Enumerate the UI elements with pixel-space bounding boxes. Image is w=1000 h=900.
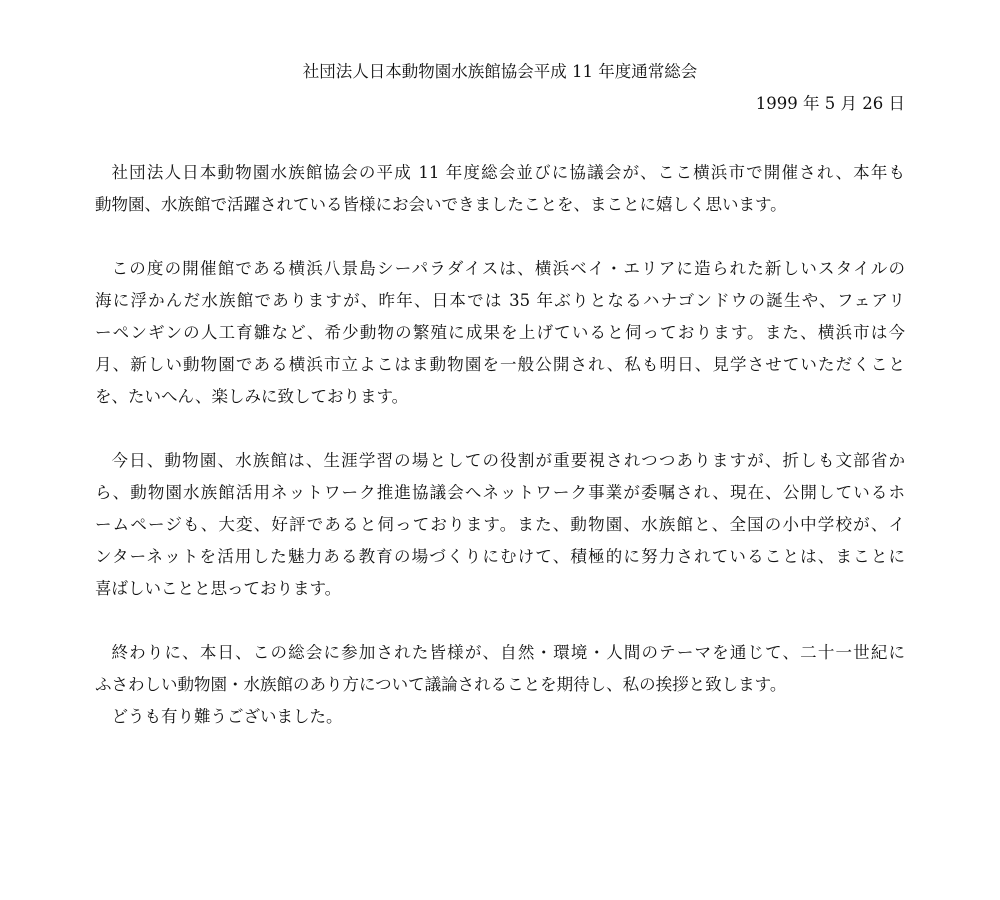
document-date: 1999 年 5 月 26 日 [755, 94, 905, 113]
paragraph-1 [95, 157, 905, 221]
paragraph-4 [95, 637, 905, 701]
paragraph-line: 社団法人日本動物園水族館協会の平成 11 年度総会並びに協議会が、ここ横浜市で開催され、本年も [111, 163, 905, 182]
paragraph-line: を、たいへん、楽しみに致しております。 [95, 387, 409, 406]
closing-remark: どうも有り難うございました。 [111, 707, 343, 726]
paragraph-line: ふさわしい動物園・水族館のあり方について議論されることを期待し、私の挨拶と致します。 [95, 675, 787, 694]
paragraph-line: ームページも、大変、好評であると伺っております。また、動物園、水族館と、全国の小中学校が、イ [95, 515, 905, 534]
paragraph-line: ーペンギンの人工育雛など、希少動物の繁殖に成果を上げていると伺っております。また、横浜市は今 [95, 323, 905, 342]
paragraph-line: ら、動物園水族館活用ネットワーク推進協議会へネットワーク事業が委嘱され、現在、公開しているホ [95, 483, 905, 502]
paragraph-line: この度の開催館である横浜八景島シーパラダイスは、横浜ベイ・エリアに造られた新しいスタイルの [111, 259, 905, 278]
paragraph-line: 海に浮かんだ水族館でありますが、昨年、日本では 35 年ぶりとなるハナゴンドウの誕生や、フェアリ [95, 291, 905, 310]
paragraph-line: 月、新しい動物園である横浜市立よこはま動物園を一般公開され、私も明日、見学させていただくこと [95, 355, 905, 374]
paragraph-line: 終わりに、本日、この総会に参加された皆様が、自然・環境・人間のテーマを通じて、二十一世紀に [111, 643, 905, 662]
paragraph-3 [95, 445, 905, 605]
paragraph-2 [95, 253, 905, 413]
paragraph-line: 喜ばしいことと思っております。 [95, 579, 342, 598]
paragraph-line: 今日、動物園、水族館は、生涯学習の場としての役割が重要視されつつありますが、折しも文部省か [111, 451, 905, 470]
document-body [95, 157, 905, 733]
document-title: 社団法人日本動物園水族館協会平成 11 年度通常総会 [302, 62, 698, 81]
document-page [95, 56, 905, 733]
paragraph-line: 動物園、水族館で活躍されている皆様にお会いできましたことを、まことに嬉しく思います。 [95, 195, 787, 214]
paragraph-line: ンターネットを活用した魅力ある教育の場づくりにむけて、積極的に努力されていることは、まことに [95, 547, 905, 566]
